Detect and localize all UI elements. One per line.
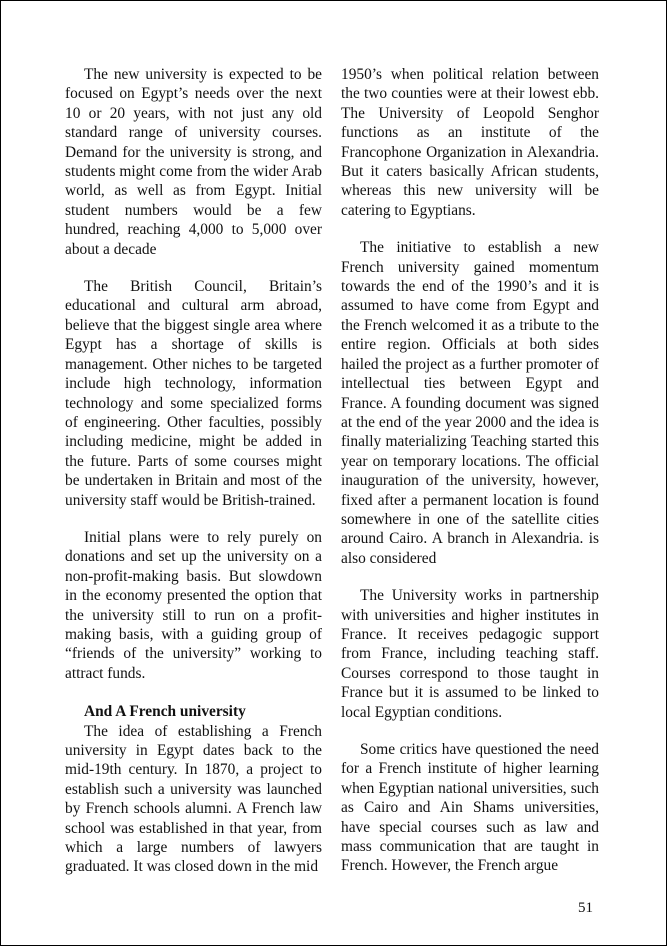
paragraph-partnership: The University works in partnership with universities and higher institutes in France. It receives pedagogic support from France, including teaching staff. Courses correspond to those taught in France but it is assumed to be linked to local Egyptian conditions.: [341, 587, 599, 721]
paragraph-initial-plans: Initial plans were to rely purely on donations and set up the university on a non-profit-making basis. But slowdown in the economy presented the option that the university still to run on a profit-making basis, with a guiding group of “friends of the university” working to attract funds.: [65, 528, 322, 682]
left-column: [65, 65, 322, 877]
page-number: 51: [578, 900, 593, 916]
paragraph-french-history: The idea of establishing a French university in Egypt dates back to the mid-19th century. In 1870, a project to establish such a university was launched by French schools alumni. A French law school was established in that year, from which a large numbers of lawyers graduated. It was closed down in the mid: [65, 722, 322, 876]
paragraph-initiative: The initiative to establish a new French university gained momentum towards the end of the 1990’s and it is assumed to have come from Egypt and the French welcomed it as a tribute to the entire region. Officials at both sides hailed the project as a further promoter of intellectual ties between Egypt and France. A founding document was signed at the end of the year 2000 and the idea is finally materializing Teaching started this year on temporary locations. The official inauguration of the university, however, fixed after a permanent location is found somewhere in one of the satellite cities around Cairo. A branch in Alexandria. is also considered: [341, 239, 599, 567]
paragraph-critics: Some critics have questioned the need for a French institute of higher learning when Egyptian national universities, such as Cairo and Ain Shams universities, have special courses such as law and mass communication that are taught in French. However, the French argue: [341, 741, 599, 875]
paragraph-new-university: The new university is expected to be focused on Egypt’s needs over the next 10 or 20 years, with not just any old standard range of university courses. Demand for the university is strong, and students might come from the wider Arab world, as well as from Egypt. Initial student numbers would be a few hundred, reaching 4,000 to 5,000 over about a decade: [65, 66, 322, 258]
paragraph-british-council: The British Council, Britain’s educational and cultural arm abroad, believe that the biggest single area where Egypt has a shortage of skills is management. Other niches to be targeted include high technology, information technology and some specialized forms of engineering. Other faculties, possibly including medicine, might be added in the future. Parts of some courses might be undertaken in Britain and most of the university staff would be British-trained.: [65, 278, 322, 509]
right-column: [341, 65, 599, 876]
paragraph-continuation: 1950’s when political relation between the two counties were at their lowest ebb. The University of Leopold Senghor functions as an institute of the Francophone Organization in Alexandria. But it caters basically African students, whereas this new university will be catering to Egyptians.: [341, 66, 599, 219]
section-heading-french-university: And A French university: [84, 703, 246, 721]
